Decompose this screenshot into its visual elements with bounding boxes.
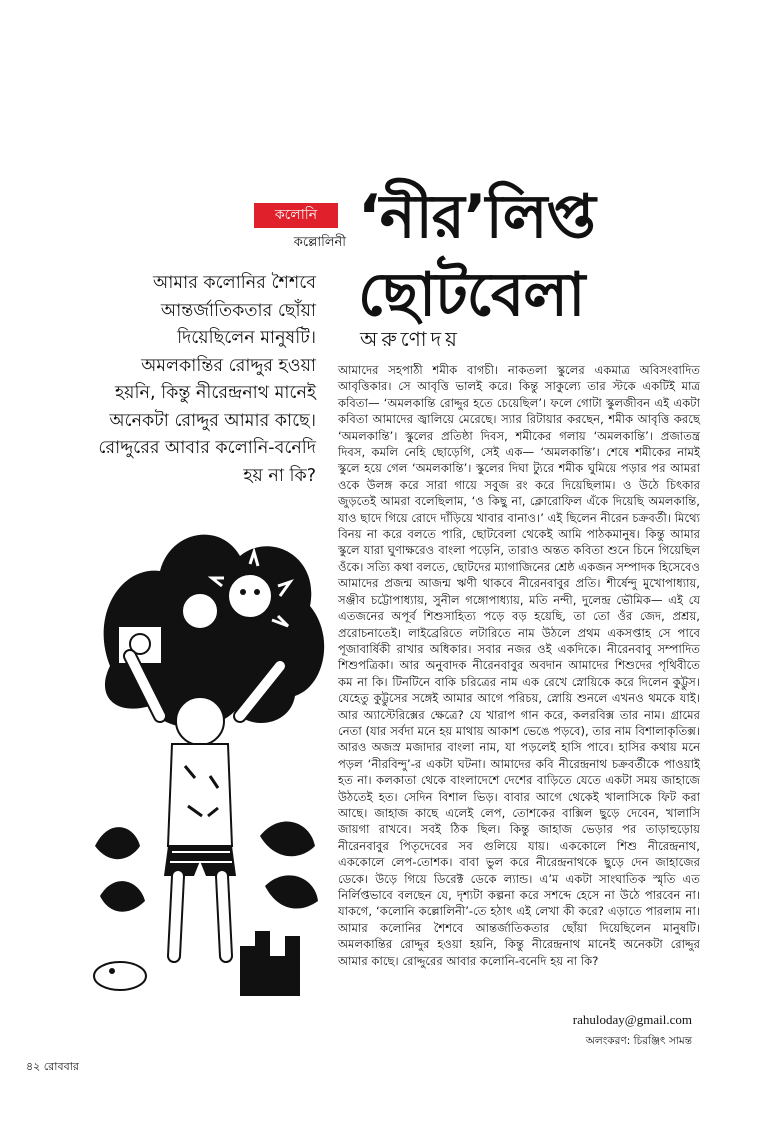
figure-head xyxy=(176,697,224,745)
illustration xyxy=(90,516,330,996)
publication-name: রোববার xyxy=(43,1060,79,1073)
author-byline: অরুণোদয় xyxy=(360,327,461,351)
category-tag: কলোনি xyxy=(254,203,338,228)
figure-body xyxy=(168,744,232,846)
page-number: ৪২ xyxy=(26,1060,41,1073)
title-line-1: ‘নীর’লিপ্ত xyxy=(358,182,595,252)
character-head xyxy=(182,593,218,629)
page-footer xyxy=(26,1058,79,1077)
foliage-left xyxy=(95,827,145,912)
city-skyline xyxy=(240,931,300,996)
section-name: কল্লোলিনী xyxy=(293,235,346,250)
pull-quote: আমার কলোনির শৈশবে আন্তর্জাতিকতার ছোঁয়া দিয়েছিলেন মানুষটি। অমলকান্তির রোদ্দুর হওয়া হয়নি, কিন্তু নীরেন্দ্রনাথ মানেই অনেকটা রোদ্দুর আমার কাছে। রোদ্দুরের আবার কলোনি-বনেদি হয় না কি? xyxy=(98,273,316,486)
foliage-right xyxy=(260,822,318,909)
illustration-credit: অলংকরণ: চিরঞ্জিৎ সামন্ত xyxy=(585,1035,692,1047)
dog-icon xyxy=(94,962,146,990)
title-line-2: ছোটবেলা xyxy=(358,260,585,330)
article-title xyxy=(358,178,658,334)
author-email: rahuloday@gmail.com xyxy=(572,1012,692,1027)
article-body: আমাদের সহপাঠী শমীক বাগচী। নাকতলা স্কুলের একমাত্র অবিসংবাদিত আবৃত্তিকার। সে আবৃত্তি ভালই করে। কিন্তু সাকুল্যে তার স্টকে একটিই মাত্র কবিতা— ‘অমলকান্তি রোদ্দুর হতে চেয়েছিল’। ফলে গোটা স্কুলজীবন এই একটা কবিতা আমাদের জ্বালিয়ে মেরেছে। স্যার রিটায়ার করছেন, শমীক আবৃত্তি করছে ‘অমলকান্তি’। স্কুলের প্রতিষ্ঠা দিবস, শমীকের গলায় ‘অমলকান্তি’। প্রজাতন্ত্র দিবস, কমলি নেহি ছোড়েগি, সেই এক— ‘অমলকান্তি’। শেষে শমীকের নামই স্কুলে হয়ে গেল ‘অমলকান্তি’। স্কুলের দিঘা ট্যুরে শমীক ঘুমিয়ে পড়ার পর আমরা ওকে উলঙ্গ করে সারা গায়ে সবুজ রং করে দিয়েছিলাম। ও উঠে চিৎকার জুড়তেই আমরা বলেছিলাম, ‘ও কিছু না, ক্লোরোফিল এঁকে দিয়েছি অমলকান্তি, যাও ছাদে গিয়ে রোদে দাঁড়িয়ে খাবার বানাও।’ এই ছিলেন নীরেন চক্রবর্তী। মিথ্যে বিনয় না করে বলতে পারি, ছোটবেলা থেকেই আমি পাঠকমানুষ। কিন্তু আমার স্কুলে যারা ঘুণাক্ষরেও বাংলা পড়েনি, তারাও অন্তত কবিতা শুনে চিনে গিয়েছিল ওঁকে। সত্যি কথা বলতে, ছোটদের ম্যাগাজিনের শ্রেষ্ঠ একজন সম্পাদক হিসেবেও আমাদের প্রজন্ম আজন্ম ঋণী থাকবে নীরেনবাবুর প্রতি। শীর্ষেন্দু মুখোপাধ্যায়, সঞ্জীব চট্টোপাধ্যায়, সুনীল গঙ্গোপাধ্যায়, মতি নন্দী, দুলেন্দ্র ভৌমিক— এই যে এতজনের অপূর্ব শিশুসাহিত্য পড়ে বড় হয়েছি, তা তো ওঁর জেদ, প্রশ্রয়, প্ররোচনাতেই। লাইব্রেরিতে লটারিতে নাম উঠলে প্রথম একসপ্তাহ সে পাবে পূজাবার্ষিকী রাখার অধিকার। সবার নজর ওই একদিকে। নীরেনবাবু সম্পাদিত শিশুপত্রিকা। আর অনুবাদক নীরেনবাবুর অবদান আমাদের শিশুদের পৃথিবীতে কম না কি। টিনটিনে বাকি চরিত্রের নাম এক রেখে স্নোয়িকে করে দিলেন কুট্টুস। যেহেতু কুট্টুসের সঙ্গেই আমার আগে পরিচয়, স্নোয়ি শুনলে এখনও থমকে যাই। আর অ্যাস্টেরিক্সের ক্ষেত্রে? যে খারাপ গান করে, কলরবিক্স তার নাম। গ্রামের নেতা (যার সর্বদা মনে হয় মাথায় আকাশ ভেঙে পড়বে), তার নাম বিশালাকৃতিক্স। আরও অজস্র মজাদার বাংলা নাম, যা পড়লেই হাসি পাবে। হাসির কথায় মনে পড়ল ‘নীরবিন্দু’-র একটা ঘটনা। আমাদের কবি নীরেন্দ্রনাথ চক্রবর্তীকে পাওয়াই হত না। কলকাতা থেকে বাংলাদেশে দেশের বাড়িতে যেতে একটা সময় জাহাজে উঠতেই হত। সেদিন বিশাল ভিড়। বাবার আগে থেকেই খালাসিকে ফিট করা আছে। জাহাজ কাছে এলেই লেপ, তোশকের বাক্সিল ছুড়ে দেবেন, খালাসি জায়গা রাখবে। সবই ঠিক ছিল। কিন্তু জাহাজ ভেড়ার পর তাড়াহুড়োয় নীরেনবাবুর পিতৃদেবের সব গুলিয়ে যায়। এককোলে শিশু নীরেন্দ্রনাথ, এককোলে লেপ-তোশক। বাবা ভুল করে নীরেন্দ্রনাথকে ছুড়ে দেন জাহাজের ডেকে। উড়ে গিয়ে ডিরেক্ট ডেকে ল্যান্ড। এ’ম একটা সাংঘাতিক স্মৃতি এত নির্লিপ্তভাবে বলছেন যে, দৃশ্যটা কল্পনা করে সশব্দে হেসে না উঠে পারবেন না। যাকগে, ‘কলোনি কল্লোলিনী’-তে হঠাৎ এই লেখা কী করে? এড়াতে পারলাম না। আমার কলোনির শৈশবে আন্তর্জাতিকতার ছোঁয়া দিয়েছিলেন মানুষটি। অমলকান্তির রোদ্দুর হওয়া হয়নি, কিন্তু নীরেন্দ্রনাথ মানেই অনেকটা রোদ্দুর আমার কাছে। রোদ্দুরের আবার কলোনি-বনেদি হয় না কি? xyxy=(338,363,701,968)
